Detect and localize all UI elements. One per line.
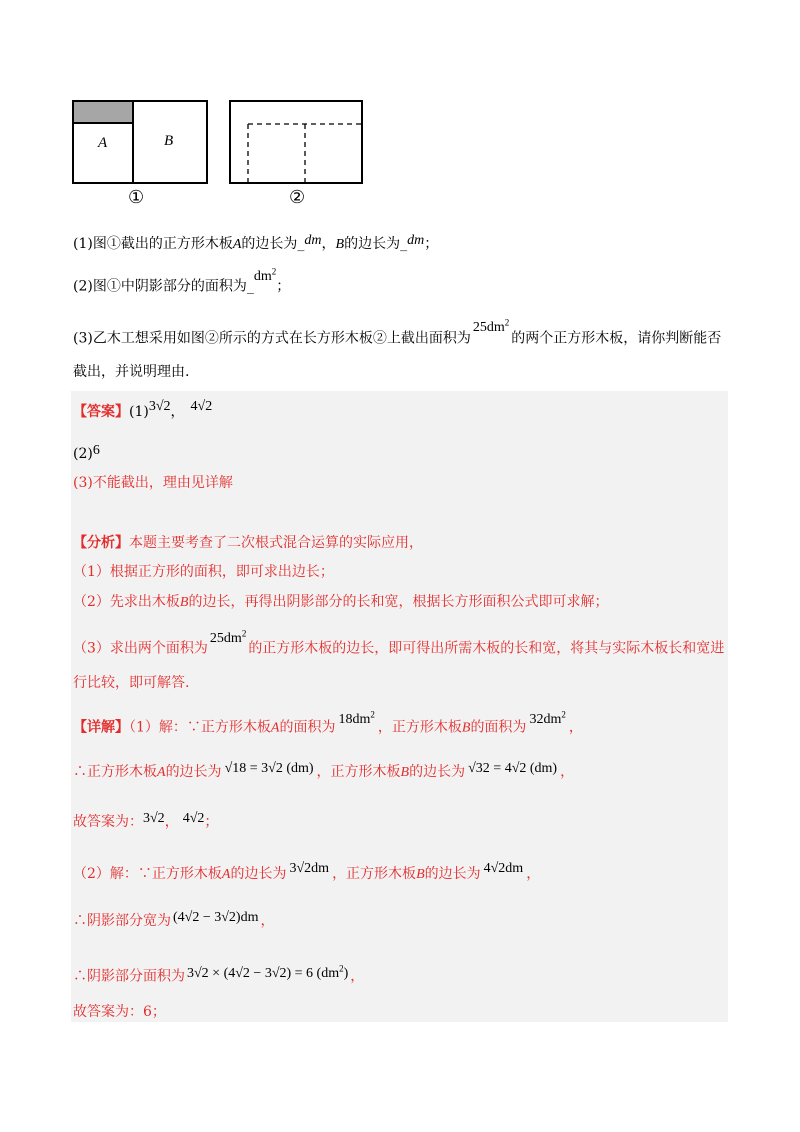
question-1: (1)图①截出的正方形木板A的边长为_dm，B的边长为_dm； (73, 233, 439, 252)
detail-step-1: 【详解】（1）解：∵正方形木板A的面积为$18dm^2$，正方形木板B的面积为$32dm^2$， (73, 709, 583, 736)
analysis-point-3: （3）求出两个面积为$25dm^2$的正方形木板的边长，即可得出所需木板的长和宽，将其与实际木板长和宽进 (73, 628, 725, 657)
question-3-line2: 截出，并说明理由. (73, 364, 190, 380)
figure-2-caption: ② (289, 187, 306, 208)
area-a: $18dm^2$ (338, 709, 375, 727)
analysis-intro: 【分析】本题主要考查了二次根式混合运算的实际应用， (73, 535, 423, 551)
shaded-region (74, 102, 132, 122)
analysis-point-2: （2）先求出木板B的边长，再得出阴影部分的长和宽，根据长方形面积公式即可求解； (73, 594, 609, 610)
figure-1-rectangle (72, 100, 208, 184)
dashed-squares (231, 102, 361, 182)
analysis-point-3-line2: 行比较，即可解答. (73, 675, 190, 691)
detail-step-6: ∴阴影部分面积为 3√2 × (4√2 − 3√2) = 6 $(dm^2)$ ， (73, 963, 365, 985)
figure-label-a: A (98, 135, 108, 151)
detail-step-5: ∴阴影部分宽为 (4√2 − 3√2)dm ， (73, 910, 275, 929)
figure-2-rectangle (229, 100, 363, 184)
shaded-area-equation: 3√2 × (4√2 − 3√2) = 6 $(dm^2)$ (187, 963, 349, 981)
detail-step-2: ∴正方形木板A的边长为 √18 = 3√2 (dm) ，正方形木板B的边长为 √32 = 4√2 (dm) ， (73, 761, 575, 780)
analysis-area: $25dm^2$ (209, 628, 247, 646)
question-2-unit: $dm^2$ (253, 266, 277, 284)
detail-step-3: 故答案为：3√2， 4√2； (73, 811, 219, 830)
divider-horizontal (74, 122, 132, 124)
question-3-area: $25dm^2$ (472, 317, 510, 335)
answer-line-3: (3)不能截出，理由见详解 (73, 475, 233, 491)
question-2: (2)图①中阴影部分的面积为$\_dm^2$； (73, 266, 291, 295)
answer-line-2: (2)6 (73, 443, 100, 462)
divider-vertical (132, 102, 134, 182)
detail-step-7: 故答案为：6； (73, 1004, 166, 1020)
answer-line-1: 【答案】(1)3√2， 4√2 (73, 399, 213, 420)
figure-label-b: B (164, 133, 174, 149)
area-b: $32dm^2$ (529, 709, 566, 727)
question-3: (3)乙木工想采用如图②所示的方式在长方形木板②上截出面积为$25dm^2$的两个正方形木板，请你判断能否 (73, 317, 722, 347)
detail-step-4: （2）解：∵正方形木板A的边长为 3√2dm ，正方形木板B的边长为 4√2dm ， (73, 861, 541, 882)
figure-1-caption: ① (128, 187, 145, 208)
analysis-point-1: （1）根据正方形的面积，即可求出边长； (73, 564, 334, 580)
